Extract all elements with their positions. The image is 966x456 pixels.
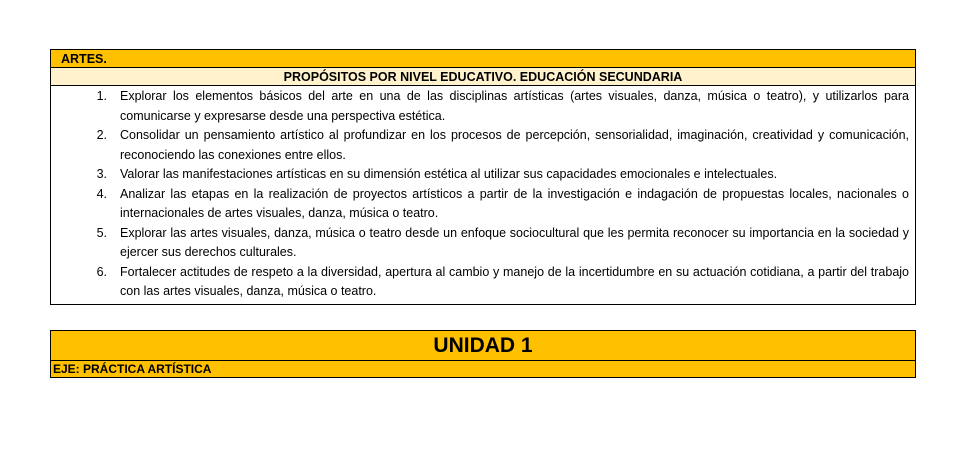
item-number: 1. [96, 89, 107, 103]
item-text: Explorar las artes visuales, danza, música o teatro desde un enfoque sociocultural que les permita reconocer su importancia en la sociedad y ejercer sus derechos culturales. [120, 225, 909, 259]
item-text: Valorar las manifestaciones artísticas en su dimensión estética al utilizar sus capacidades emocionales e intelectuales. [120, 167, 778, 181]
item-number: 6. [96, 264, 107, 279]
item-text: Consolidar un pensamiento artístico al profundizar en los procesos de percepción, sensorialidad, imaginación, creatividad y comunicación, reconociendo las conexiones entre ellos. [120, 128, 909, 162]
item-text: Fortalecer actitudes de respeto a la diversidad, apertura al cambio y manejo de la incertidumbre en su actuación cotidiana, a partir del trabajo con las artes visuales, danza, música o teatro. [120, 264, 909, 298]
purposes-body [51, 86, 916, 305]
unit-title: UNIDAD 1 [51, 331, 916, 361]
item-text: Analizar las etapas en la realización de proyectos artísticos a partir de la investigación e indagación de propuestas locales, nacionales o internacionales de artes visuales, danza, música o teatro. [120, 186, 909, 220]
list-item [51, 185, 909, 224]
list-item [51, 165, 909, 185]
item-number: 5. [96, 225, 107, 240]
list-item [51, 224, 909, 263]
item-text: Explorar los elementos básicos del arte en una de las disciplinas artísticas (artes visuales, danza, música o teatro), y utilizarlos para comunicarse y expresarse desde una perspectiva estética. [120, 89, 909, 123]
item-number: 2. [96, 128, 107, 142]
subject-header: ARTES. [51, 50, 916, 68]
unit-axis: EJE: PRÁCTICA ARTÍSTICA [51, 361, 916, 378]
item-number: 4. [96, 186, 107, 201]
unit-table [50, 330, 916, 378]
purposes-table [50, 49, 916, 305]
purposes-list [51, 87, 909, 302]
list-item [51, 126, 909, 165]
purposes-subtitle: PROPÓSITOS POR NIVEL EDUCATIVO. EDUCACIÓN SECUNDARIA [51, 68, 916, 86]
list-item [51, 263, 909, 302]
list-item [51, 87, 909, 126]
item-number: 3. [96, 167, 107, 181]
